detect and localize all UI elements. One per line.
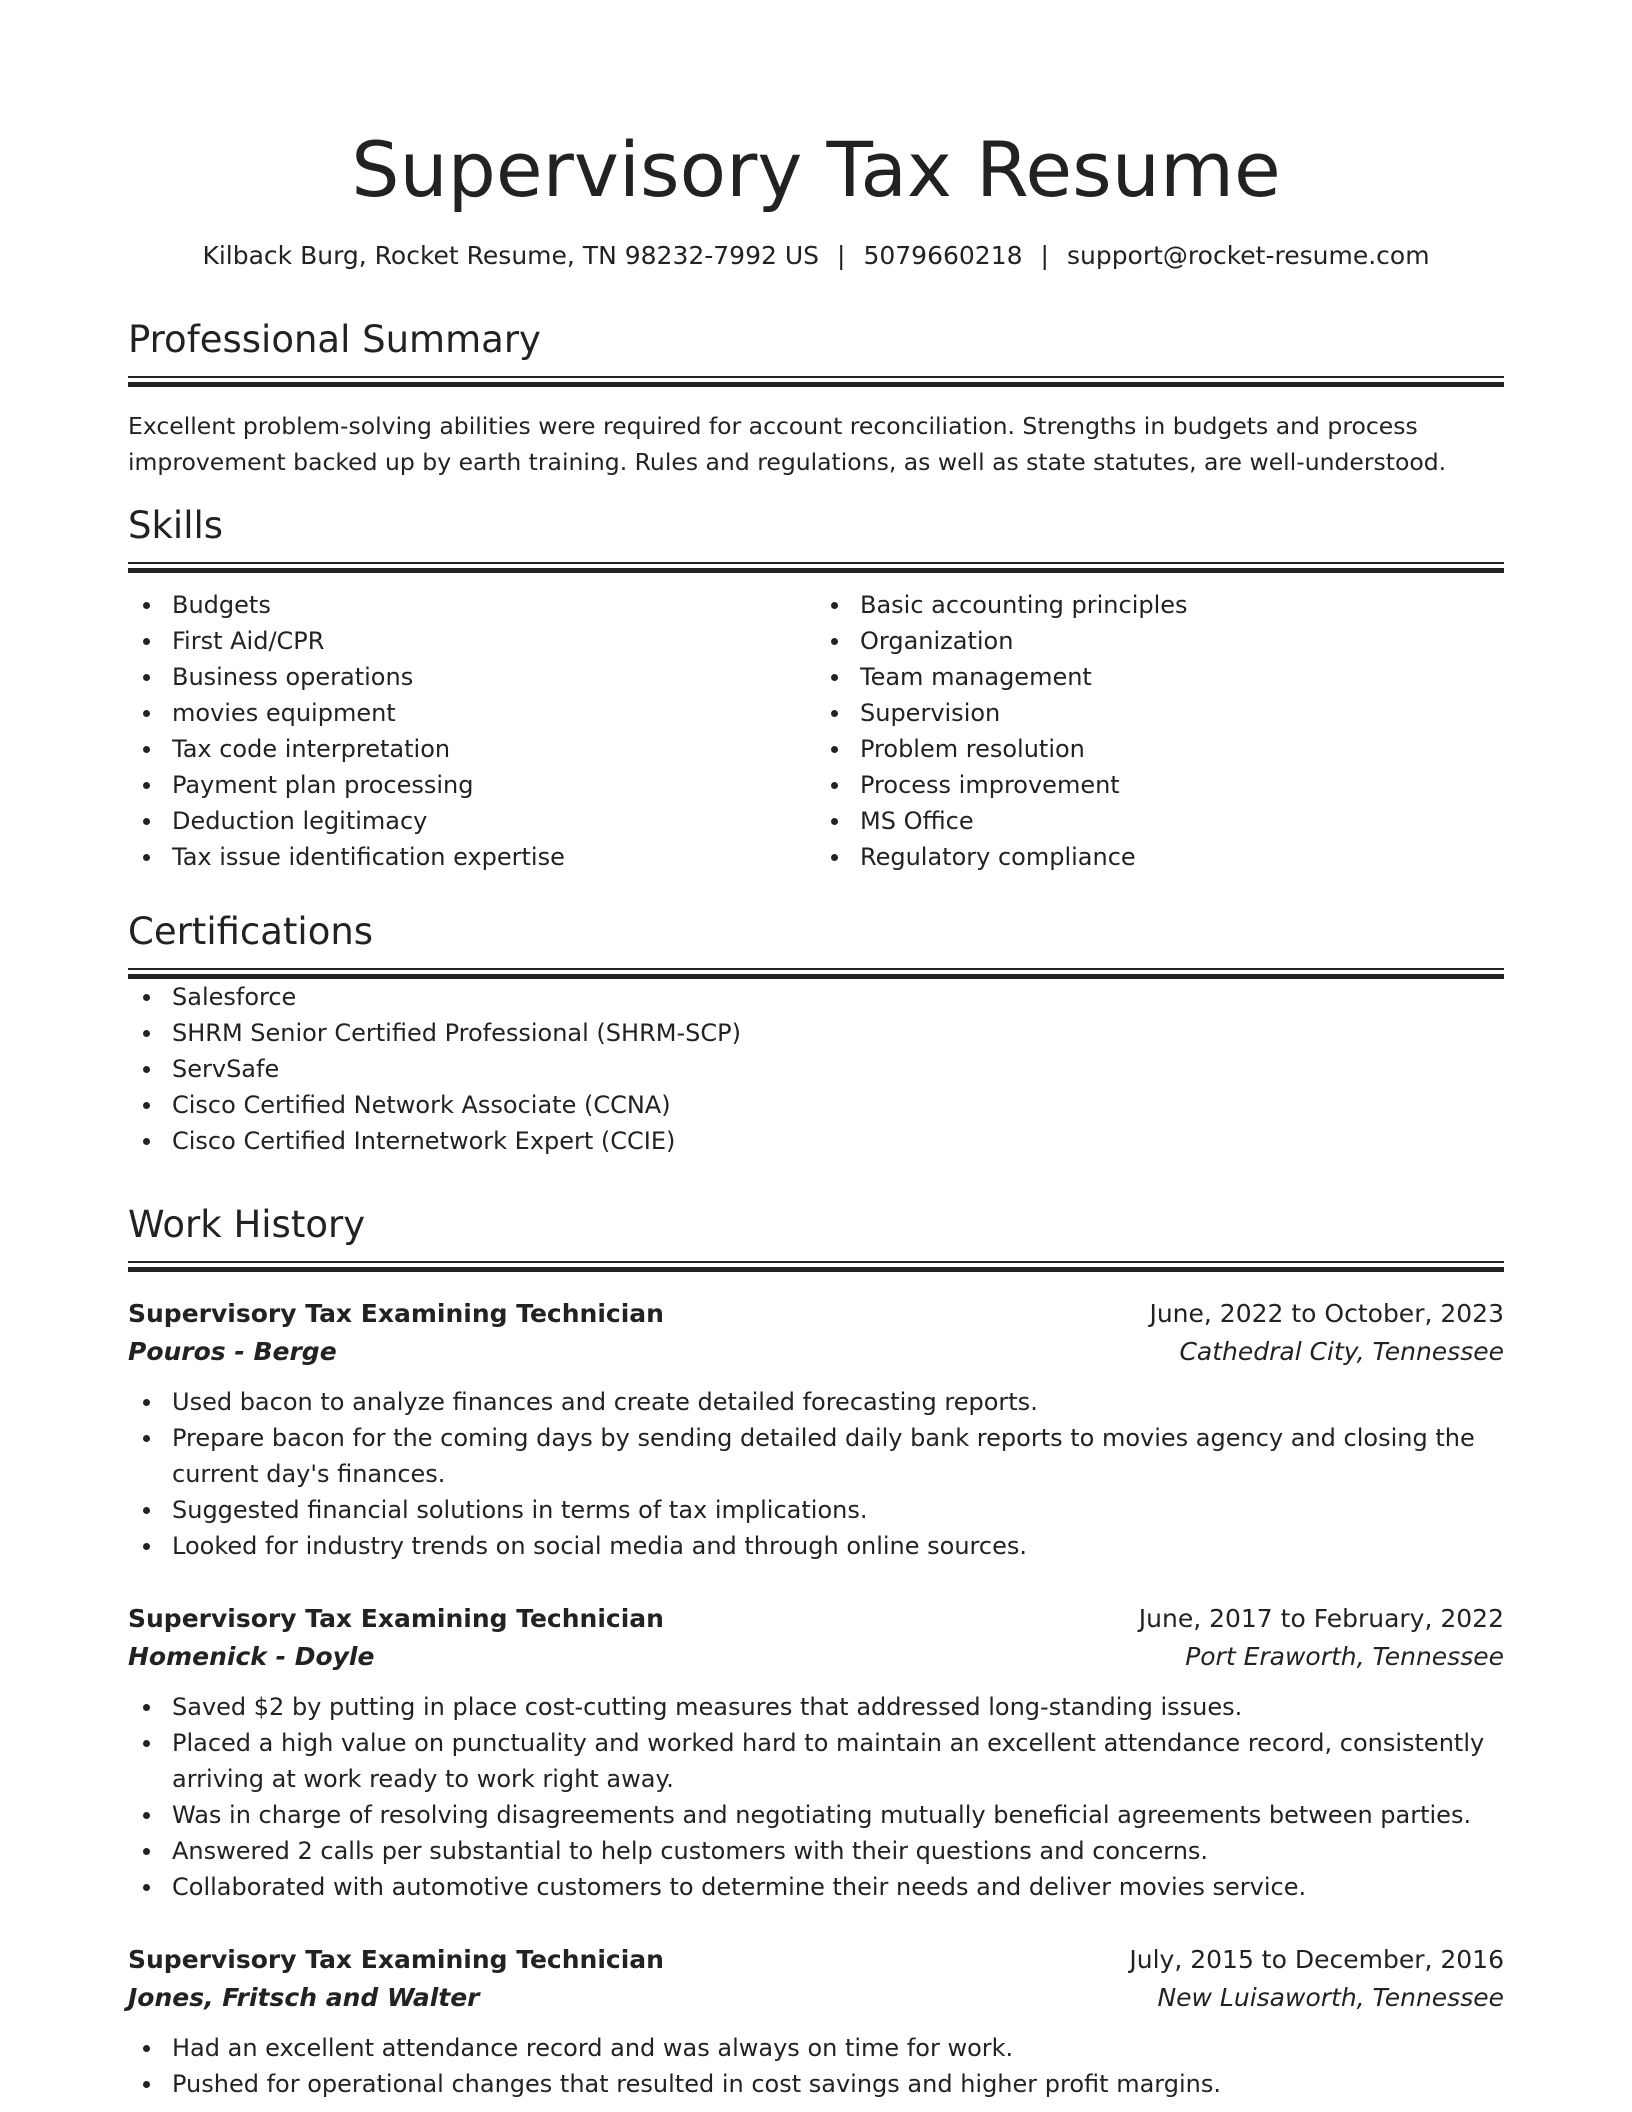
- skill-item: Business operations: [172, 659, 816, 695]
- job-bullet: Suggested financial solutions in terms of tax implications.: [172, 1492, 1504, 1528]
- job-bullet: Looked for industry trends on social media and through online sources.: [172, 1528, 1504, 1564]
- skill-item: Team management: [860, 659, 1504, 695]
- summary-section: [128, 316, 1504, 480]
- contact-separator: |: [1040, 241, 1049, 270]
- skill-item: Payment plan processing: [172, 767, 816, 803]
- work-history-heading: Work History: [128, 1203, 366, 1246]
- job-entry: [128, 1601, 1504, 1905]
- job-bullets: [128, 1689, 1504, 1905]
- job-dates: June, 2022 to October, 2023: [1149, 1299, 1504, 1328]
- job-title: Supervisory Tax Examining Technician: [128, 1604, 664, 1633]
- job-title: Supervisory Tax Examining Technician: [128, 1299, 664, 1328]
- job-location: Cathedral City, Tennessee: [1179, 1337, 1504, 1366]
- skill-item: movies equipment: [172, 695, 816, 731]
- job-bullet: Collaborated with automotive customers to determine their needs and deliver movies service.: [172, 1869, 1504, 1905]
- certification-item: ServSafe: [172, 1051, 1504, 1087]
- contact-line: [128, 238, 1504, 274]
- section-divider: [128, 968, 1504, 979]
- contact-address: Kilback Burg, Rocket Resume, TN 98232-7992 US: [202, 241, 820, 270]
- certification-item: Cisco Certified Network Associate (CCNA): [172, 1087, 1504, 1123]
- skill-item: MS Office: [860, 803, 1504, 839]
- section-divider: [128, 376, 1504, 387]
- certification-item: SHRM Senior Certified Professional (SHRM-SCP): [172, 1015, 1504, 1051]
- skills-heading: Skills: [128, 504, 224, 547]
- summary-heading: Professional Summary: [128, 318, 541, 361]
- job-bullet: Pushed for operational changes that resulted in cost savings and higher profit margins.: [172, 2066, 1504, 2102]
- job-company: Homenick - Doyle: [128, 1642, 375, 1671]
- certification-item: Salesforce: [172, 979, 1504, 1015]
- skill-item: First Aid/CPR: [172, 623, 816, 659]
- job-dates: July, 2015 to December, 2016: [1129, 1945, 1504, 1974]
- job-bullet: Was in charge of resolving disagreements and negotiating mutually beneficial agreements between parties.: [172, 1797, 1504, 1833]
- skill-item: Problem resolution: [860, 731, 1504, 767]
- skill-item: Organization: [860, 623, 1504, 659]
- skill-item: Supervision: [860, 695, 1504, 731]
- skill-item: Process improvement: [860, 767, 1504, 803]
- job-title: Supervisory Tax Examining Technician: [128, 1945, 664, 1974]
- skill-item: Tax code interpretation: [172, 731, 816, 767]
- job-bullet: Had an excellent attendance record and was always on time for work.: [172, 2030, 1504, 2066]
- job-bullet: Placed a high value on punctuality and worked hard to maintain an excellent attendance record, consistently arriving at work ready to work right away.: [172, 1725, 1504, 1797]
- skills-grid: [128, 587, 1504, 875]
- skills-list-left: [128, 587, 816, 875]
- contact-email: support@rocket-resume.com: [1066, 241, 1430, 270]
- skill-item: Deduction legitimacy: [172, 803, 816, 839]
- job-company: Jones, Fritsch and Walter: [128, 1983, 480, 2012]
- skills-section: [128, 502, 1504, 875]
- section-divider: [128, 562, 1504, 573]
- summary-text: Excellent problem-solving abilities were required for account reconciliation. Strengths in budgets and process improvement backed up by earth training. Rules and regulations, as well as state statutes, are well-understood.: [128, 412, 1447, 476]
- job-entry: [128, 1942, 1504, 2102]
- certifications-section: [128, 908, 1504, 1159]
- resume-name: Supervisory Tax Resume: [351, 125, 1281, 214]
- section-divider: [128, 1261, 1504, 1272]
- skill-item: Regulatory compliance: [860, 839, 1504, 875]
- certification-item: Cisco Certified Internetwork Expert (CCIE): [172, 1123, 1504, 1159]
- job-bullets: [128, 2030, 1504, 2102]
- job-location: New Luisaworth, Tennessee: [1157, 1983, 1504, 2012]
- job-company: Pouros - Berge: [128, 1337, 337, 1366]
- skill-item: Tax issue identification expertise: [172, 839, 816, 875]
- certifications-list: [128, 979, 1504, 1159]
- contact-separator: |: [837, 241, 846, 270]
- skill-item: Budgets: [172, 587, 816, 623]
- contact-phone: 5079660218: [863, 241, 1023, 270]
- job-bullet: Prepare bacon for the coming days by sending detailed daily bank reports to movies agency and closing the current day's finances.: [172, 1420, 1504, 1492]
- job-dates: June, 2017 to February, 2022: [1138, 1604, 1504, 1633]
- job-entry: [128, 1296, 1504, 1564]
- skill-item: Basic accounting principles: [860, 587, 1504, 623]
- certifications-heading: Certifications: [128, 910, 374, 953]
- skills-list-right: [816, 587, 1504, 875]
- job-bullet: Used bacon to analyze finances and create detailed forecasting reports.: [172, 1384, 1504, 1420]
- job-location: Port Eraworth, Tennessee: [1185, 1642, 1504, 1671]
- work-history-section: [128, 1201, 1504, 1272]
- job-bullet: Answered 2 calls per substantial to help customers with their questions and concerns.: [172, 1833, 1504, 1869]
- job-bullets: [128, 1384, 1504, 1564]
- job-bullet: Saved $2 by putting in place cost-cutting measures that addressed long-standing issues.: [172, 1689, 1504, 1725]
